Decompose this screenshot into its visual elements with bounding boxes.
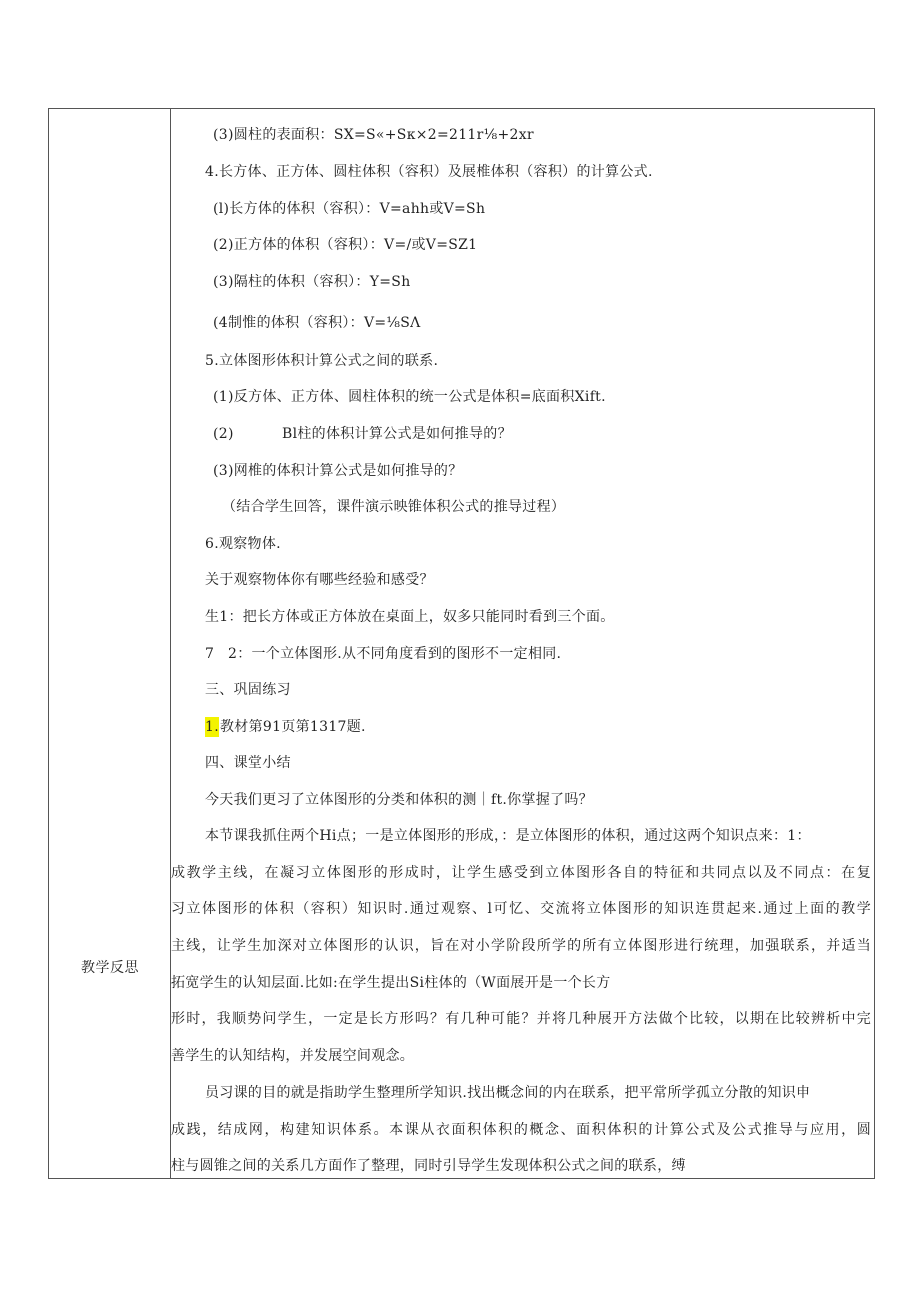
exercise-text: 教材第91页第1317题.: [220, 719, 366, 735]
formula-cylinder-surface: (3)圆柱的表面积：SX=S«+Sκ×2=211r⅛+2xr: [213, 127, 534, 143]
reflection-para-1-line-3: 习立体图形的体积（容积）知识时.通过观察、l可忆、交流将立体图形的知识连贯起来.通过上面的教学: [171, 901, 871, 917]
unified-formula-line: (1)反方体、正方体、圆柱体积的统一公式是体积=底面积Xift.: [213, 389, 606, 405]
reflection-para-2-line-1: 员习课的目的就是指助学生整理所学知识.找出概念间的内在联系，把平常所学孤立分散的知识申: [205, 1085, 811, 1101]
student-2-answer: 2：一个立体图形.从不同角度看到的图形不一定相同.: [228, 646, 562, 662]
courseware-note: （结合学生回答，课件演示映锥体积公式的推导过程）: [222, 499, 566, 515]
section-6-heading: 6.观察物体.: [205, 536, 281, 552]
reflection-para-1-line-7: 善学生的认知结构，并发展空间观念。: [171, 1048, 415, 1064]
student-2-prefix: 7: [205, 646, 215, 662]
section-4-heading: 4.长方体、正方体、圆柱体积（容积）及展椎体积（容积）的计算公式.: [205, 164, 653, 180]
reflection-para-1-line-6: 形时，我顺势问学生，一定是长方形吗？有几种可能？并将几种展开方法做个比较，以期在比较辨析中完: [171, 1011, 871, 1027]
question-2-text: Bl柱的体积计算公式是如何推导的？: [282, 426, 512, 442]
reflection-para-1-line-2: 成教学主线，在凝习立体图形的形成时，让学生感受到立体图形各自的特征和共同点以及不同点：在复: [171, 865, 871, 881]
exercise-number-highlight: 1.: [205, 719, 219, 735]
formula-cone-volume: (4制惟的体积（容积）：V=⅛SΛ: [213, 315, 421, 331]
student-1-answer: 生1：把长方体或正方体放在桌面上，奴多只能同时看到三个面。: [205, 609, 615, 625]
reflection-para-2-line-2: 成践，结成网，构建知识体系。本课从衣面积体积的概念、面积体积的计算公式及公式推导与应用，圆: [171, 1122, 871, 1138]
formula-cuboid-volume: (l)长方体的体积（容积）：V=ahh或V=Sh: [213, 201, 486, 217]
reflection-para-2-line-3: 柱与圆锥之间的关系几方面作了整理，同时引导学生发现体积公式之间的联系，缚: [171, 1158, 686, 1174]
formula-cube-volume: (2)正方体的体积（容积）：V=/或V=SZ1: [213, 237, 478, 253]
section-consolidation-heading: 三、巩固练习: [205, 682, 291, 698]
formula-cylinder-volume: (3)隔柱的体积（容积）：Y=Sh: [213, 274, 411, 290]
section-5-heading: 5.立体图形体积计算公式之间的联系.: [205, 353, 439, 369]
question-2-number: (2): [213, 426, 234, 442]
summary-question: 今天我们更习了立体图形的分类和体积的测｜ft.你掌握了吗？: [205, 792, 593, 808]
question-3-text: (3)网椎的体积计算公式是如何推导的？: [213, 463, 463, 479]
section-summary-heading: 四、课堂小结: [205, 755, 291, 771]
reflection-para-1-line-1: 本节课我抓住两个Hi点；一是立体图形的形成，：是立体图形的体积，通过这两个知识点来：1：: [205, 828, 811, 844]
observe-question: 关于观察物体你有哪些经验和感受？: [205, 572, 434, 588]
row-label: 教学反思: [81, 960, 139, 976]
reflection-para-1-line-4: 主线，让学生加深对立体图形的认识，旨在对小学阶段所学的所有立体图形进行统理，加强联系，并适当: [171, 938, 871, 954]
reflection-para-1-line-5: 拓宽学生的认知层面.比如:在学生提出Si柱体的（W面展开是一个长方: [171, 975, 611, 991]
